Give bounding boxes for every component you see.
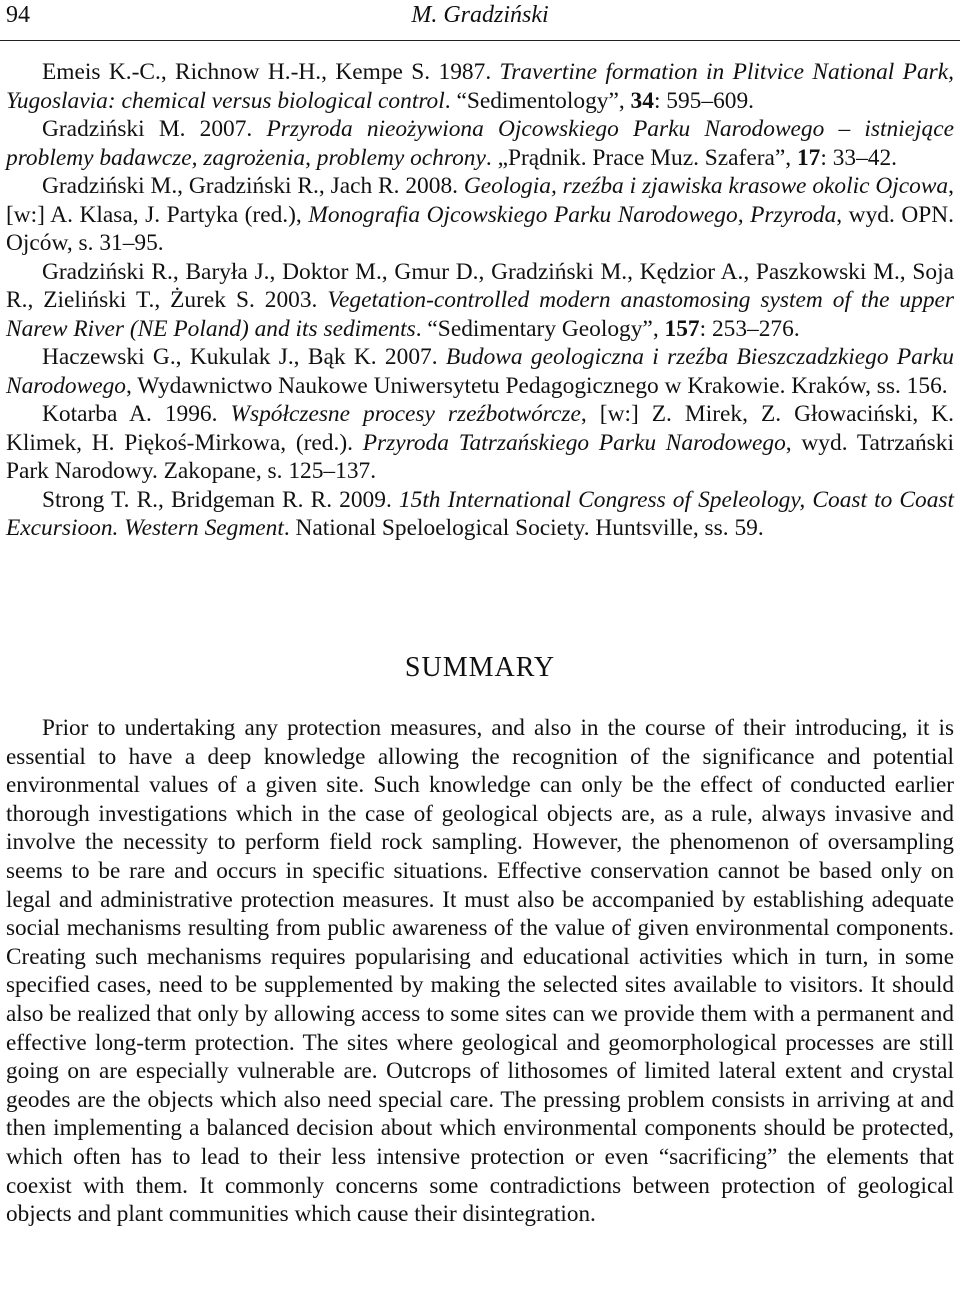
ref-authors: Gradziński R., Baryła J., Doktor M., Gmur D., Gradziński M., Kędzior A., Paszkowski M., Soja R., Zieliński T., Żurek S. 2003.: [6, 258, 954, 313]
ref-source: , Wydawnictwo Naukowe Uniwersytetu Pedagogicznego w Krakowie. Kraków, ss. 156.: [126, 372, 948, 399]
ref-authors: Emeis K.-C., Richnow H.-H., Kempe S. 1987.: [42, 59, 500, 85]
ref-pages: : 595–609.: [653, 87, 754, 114]
summary-heading: SUMMARY: [404, 652, 556, 683]
ref-volume: 17: [796, 144, 821, 171]
ref-volume: 157: [664, 315, 700, 342]
ref-editors: , [w:] Z. Mirek, Z. Głowaciński, K. Klimek, H. Piękoś-Mirkowa, (red.).: [6, 401, 954, 456]
ref-title: Geologia, rzeźba i zjawiska krasowe okolic Ojcowa: [463, 173, 949, 199]
ref-title: Vegetation-controlled modern anastomosing system of the upper Narew River (NE Poland) and its sediments: [6, 287, 954, 342]
reference-item: [6, 486, 954, 543]
ref-source: . National Speloelogical Society. Huntsville, ss. 59.: [283, 515, 764, 541]
page-header: [0, 0, 960, 41]
ref-authors: Kotarba A. 1996.: [42, 401, 231, 427]
ref-pages: : 33–42.: [820, 144, 898, 171]
ref-pages: : 253–276.: [699, 315, 800, 342]
ref-title: 15th International Congress of Speleology, Coast to Coast Excursioon. Western Segment: [6, 486, 954, 541]
ref-authors: Haczewski G., Kukulak J., Bąk K. 2007.: [42, 344, 446, 370]
ref-source: , wyd. Tatrzański Park Narodowy. Zakopane, s. 125–137.: [6, 429, 954, 484]
ref-title: Travertine formation in Plitvice National Park, Yugoslavia: chemical versus biological control: [6, 59, 954, 114]
ref-authors: Gradziński M., Gradziński R., Jach R. 2008.: [42, 173, 464, 199]
ref-volume: 34: [630, 87, 654, 114]
ref-authors: Gradziński M. 2007.: [42, 116, 267, 142]
ref-source: , wyd. OPN. Ojców, s. 31–95.: [6, 201, 954, 256]
reference-item: [6, 58, 954, 115]
ref-source: . „Prądnik. Prace Muz. Szafera”,: [485, 144, 797, 171]
ref-editors: , [w:] A. Klasa, J. Partyka (red.),: [6, 173, 954, 228]
ref-book-title: Przyroda Tatrzańskiego Parku Narodowego: [362, 429, 786, 456]
page-number: 94: [6, 2, 30, 28]
reference-item: [6, 400, 954, 486]
ref-source: . “Sedimentary Geology”,: [415, 315, 665, 342]
reference-item: [6, 343, 954, 400]
running-head: M. Gradziński: [411, 2, 549, 28]
reference-item: [6, 172, 954, 258]
ref-source: . “Sedimentology”,: [444, 87, 631, 114]
ref-authors: Strong T. R., Bridgeman R. R. 2009.: [42, 486, 399, 513]
reference-item: [6, 258, 954, 344]
summary-text: Prior to undertaking any protection measures, and also in the course of their introducing, it is essential to have a deep knowledge allowing the recognition of the significance and potential environmental values of a given site. Such knowledge can only be the effect of conducted earlier thorough investigations which in the case of geological objects are, as a rule, always invasive and involve the necessity to perform field rock sampling. However, the phenomenon of oversampling seems to be rare and occurs in specific situations. Effective conservation cannot be based only on legal and administrative protection measures. It must also be accompanied by establishing adequate social mechanisms resulting from public awareness of the value of given environmental components. Creating such mechanisms requires popularising and educational activities which in turn, in some specified cases, need to be supplemented by making the selected sites available to visitors. It should also be realized that only by allowing access to some sites can we provide them with a permanent and effective long-term protection. The sites where geological and geomorphological processes are still going on are especially vulnerable are. Outcrops of lithosomes of limited lateral extent and crystal geodes are the objects which also need special care. The pressing problem consists in arriving at and then implementing a balanced decision about which environmental components should be protected, which often has to lead to their less intensive protection or even “sacrificing” the elements that coexist with them. It commonly concerns some contradictions between protection of geological objects and plant communities which cause their disintegration.: [6, 715, 954, 1228]
ref-title: Przyroda nieożywiona Ojcowskiego Parku Narodowego – istniejące problemy badawcze, zagrożenia, problemy ochrony: [6, 116, 955, 171]
reference-item: [6, 115, 954, 172]
reference-list: [6, 58, 954, 543]
ref-book-title: Monografia Ojcowskiego Parku Narodowego, Przyroda: [308, 201, 837, 228]
ref-title: Współczesne procesy rzeźbotwórcze: [230, 401, 581, 427]
ref-title: Budowa geologiczna i rzeźba Bieszczadzkiego Parku Narodowego: [6, 344, 955, 399]
